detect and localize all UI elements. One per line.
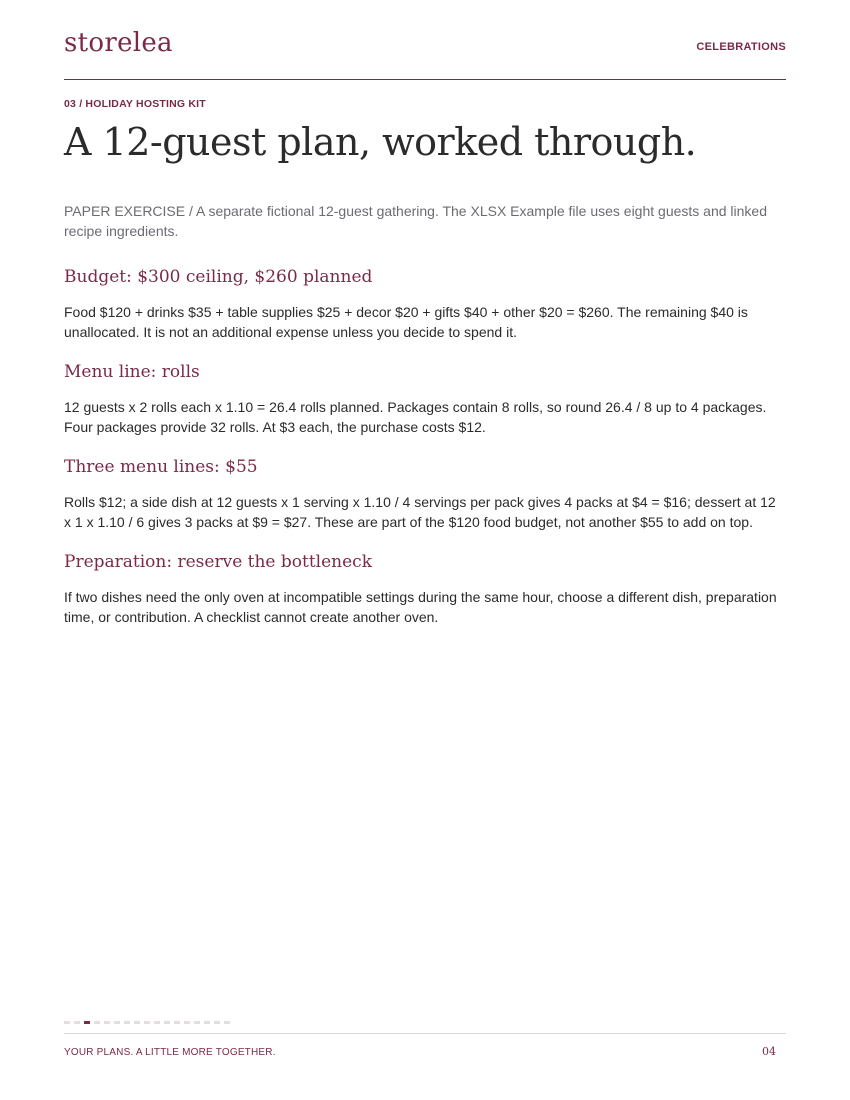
- section-tag: CELEBRATIONS: [696, 41, 786, 53]
- progress-dot: [114, 1021, 120, 1024]
- page-header: [64, 28, 786, 80]
- section-body: If two dishes need the only oven at incompatible settings during the same hour, choose a different dish, preparation time, or contribution. A checklist cannot create another oven.: [64, 589, 777, 625]
- page-number: 04: [762, 1045, 776, 1058]
- brand-logo[interactable]: storelea: [64, 28, 173, 58]
- section-heading: Preparation: reserve the bottleneck: [64, 552, 373, 572]
- budget-section: [64, 265, 786, 342]
- progress-dot: [144, 1021, 150, 1024]
- section-body: Rolls $12; a side dish at 12 guests x 1 serving x 1.10 / 4 servings per pack gives 4 packs at $4 = $16; dessert at 12 x 1 x 1.10 / 6 gives 3 packs at $9 = $27. These are part of the $120 food budget, not another $55 to add on top.: [64, 494, 776, 530]
- main-content: [64, 201, 786, 645]
- page-footer: [64, 1033, 786, 1064]
- progress-dot: [184, 1021, 190, 1024]
- rolls-section: [64, 360, 786, 437]
- progress-dot: [74, 1021, 80, 1024]
- eyebrow-label: 03 / HOLIDAY HOSTING KIT: [64, 98, 206, 110]
- footer-tagline: YOUR PLANS. A LITTLE MORE TOGETHER.: [64, 1047, 276, 1058]
- progress-dot-current: [84, 1021, 90, 1024]
- progress-dot: [194, 1021, 200, 1024]
- progress-dot: [174, 1021, 180, 1024]
- page-progress-dots: [64, 1021, 230, 1025]
- progress-dot: [164, 1021, 170, 1024]
- progress-dot: [154, 1021, 160, 1024]
- progress-dot: [104, 1021, 110, 1024]
- section-heading: Budget: $300 ceiling, $260 planned: [64, 267, 373, 287]
- progress-dot: [94, 1021, 100, 1024]
- progress-dot: [204, 1021, 210, 1024]
- intro-text: PAPER EXERCISE / A separate fictional 12-guest gathering. The XLSX Example file uses eight guests and linked recipe ingredients.: [64, 203, 767, 239]
- page-title: A 12-guest plan, worked through.: [64, 120, 697, 164]
- progress-dot: [64, 1021, 70, 1024]
- progress-dot: [134, 1021, 140, 1024]
- menu-lines-section: [64, 455, 786, 532]
- progress-dot: [214, 1021, 220, 1024]
- section-body: 12 guests x 2 rolls each x 1.10 = 26.4 rolls planned. Packages contain 8 rolls, so round 26.4 / 8 up to 4 packages. Four packages provide 32 rolls. At $3 each, the purchase costs $12.: [64, 399, 767, 435]
- preparation-section: [64, 550, 786, 627]
- progress-dot: [224, 1021, 230, 1024]
- progress-dot: [124, 1021, 130, 1024]
- section-heading: Menu line: rolls: [64, 362, 200, 382]
- section-heading: Three menu lines: $55: [64, 457, 258, 477]
- section-body: Food $120 + drinks $35 + table supplies $25 + decor $20 + gifts $40 + other $20 = $260. The remaining $40 is unallocated. It is not an additional expense unless you decide to spend it.: [64, 304, 748, 340]
